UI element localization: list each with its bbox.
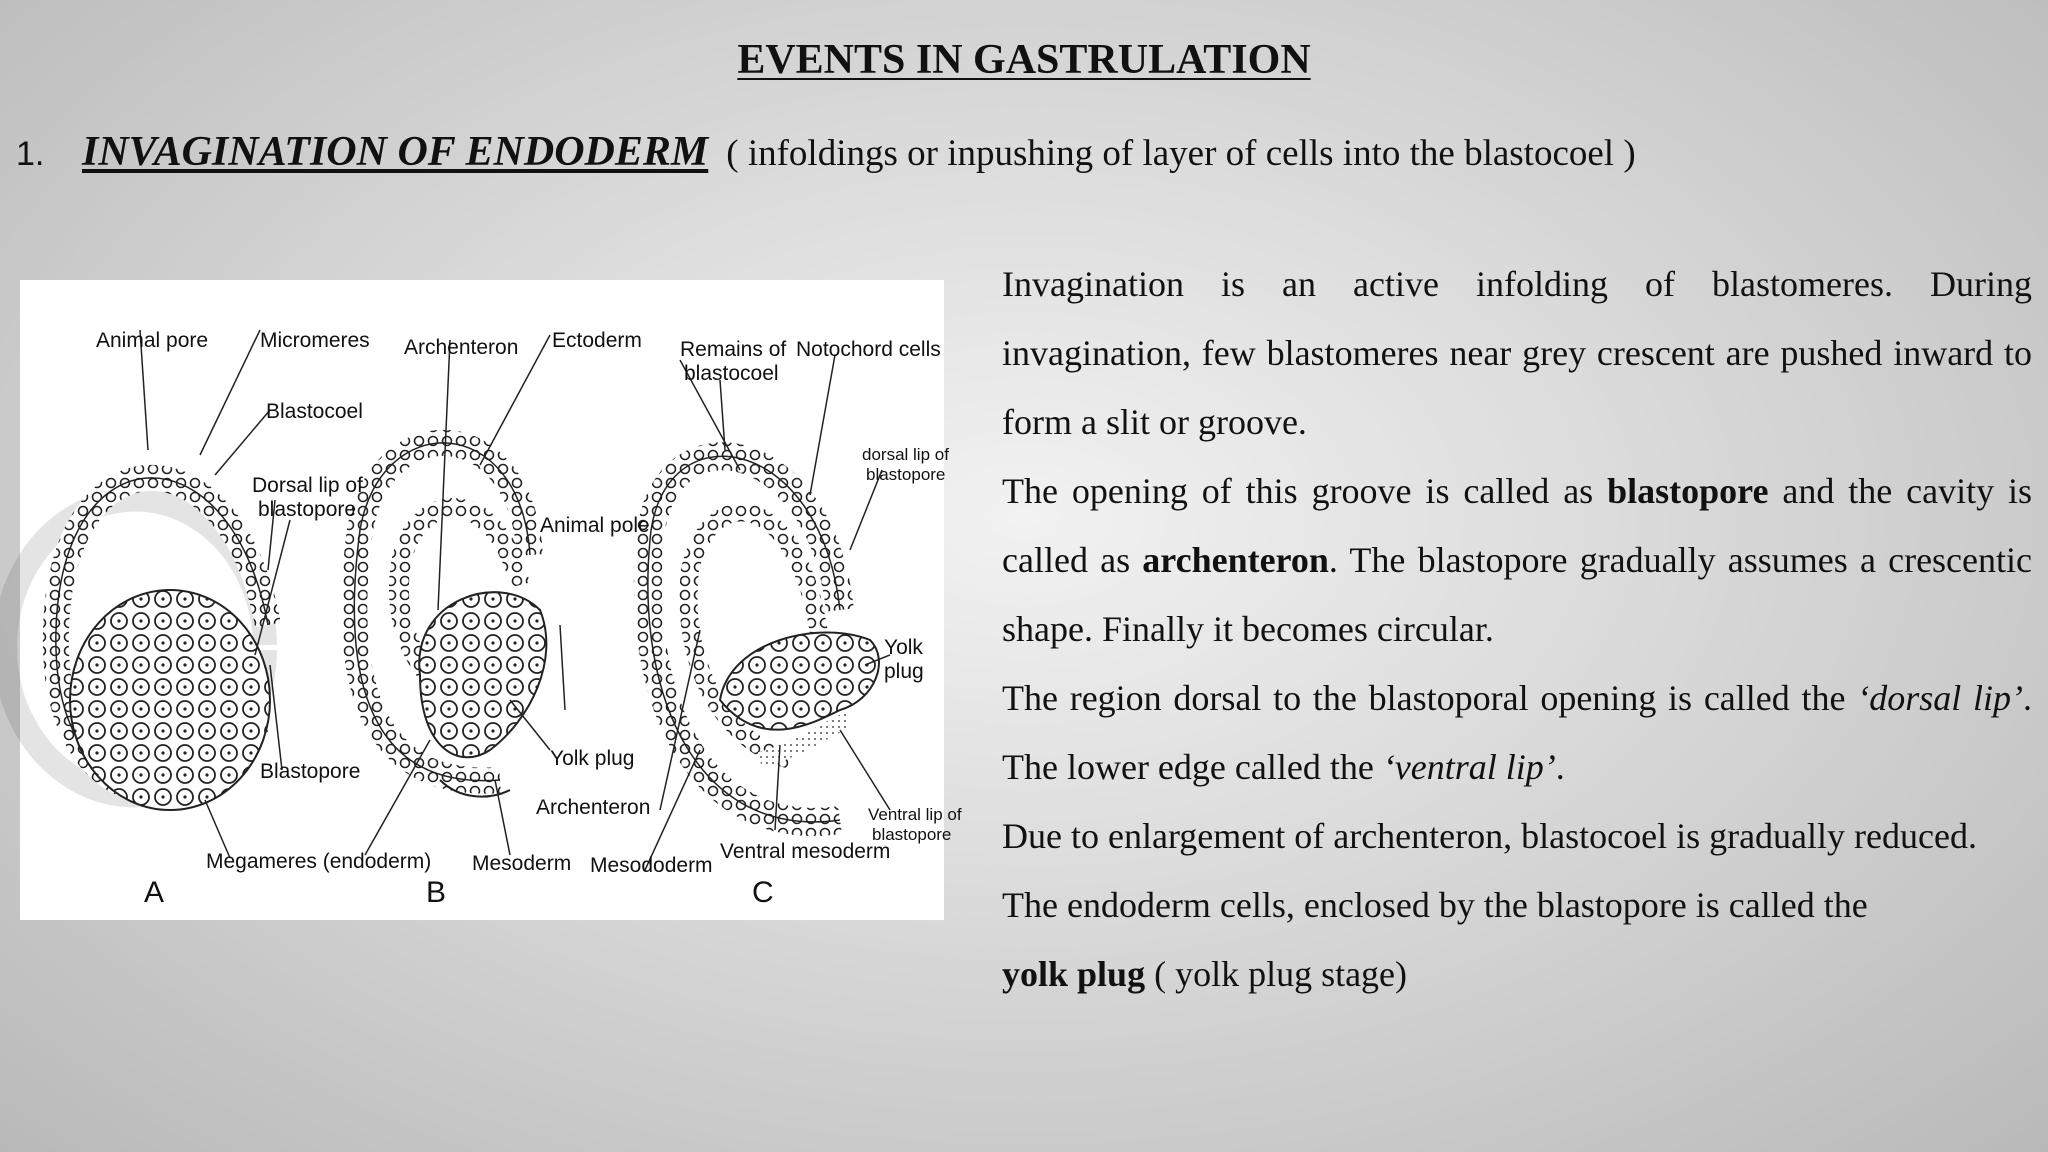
label-ventral-mesoderm: Ventral mesoderm (720, 840, 891, 863)
label-animal-pore: Animal pore (96, 329, 209, 352)
label-archenteron-top: Archenteron (404, 336, 519, 359)
label-blastopore-a: Blastopore (260, 760, 361, 783)
label-dorsal-lip-1: Dorsal lip of (252, 474, 363, 497)
p6-text-b: ( yolk plug stage) (1145, 954, 1408, 994)
term-ventral-lip: ‘ventral lip’ (1382, 747, 1556, 787)
label-ventral-1: Ventral lip of (868, 805, 962, 824)
panel-c-embryo (645, 355, 890, 870)
panel-label-c: C (752, 876, 774, 909)
label-ventral-2: blastopore (872, 825, 952, 844)
section-heading (16, 128, 2026, 176)
paragraph-5: The endoderm cells, enclosed by the blastopore is called the (1002, 885, 1868, 925)
paragraph-2 (1002, 457, 2032, 664)
term-archenteron: archenteron (1142, 540, 1329, 580)
label-micromeres: Micromeres (260, 329, 370, 352)
label-notochord: Notochord cells (796, 338, 941, 361)
label-ectoderm: Ectoderm (552, 329, 642, 352)
paragraph-1: Invagination is an active infolding of blastomeres. During invagination, few blastomeres near grey crescent are pushed inward to form a slit or groove. (1002, 264, 2032, 442)
section-heading-text: INVAGINATION OF ENDODERM (82, 129, 709, 175)
paragraph-6 (1002, 940, 2032, 1009)
p3-text-a: The region dorsal to the blastoporal opening is called the (1002, 678, 1858, 718)
panel-b-embryo (354, 335, 565, 855)
label-yolk-c2: plug (884, 660, 924, 683)
label-blastocoel: Blastocoel (266, 400, 363, 423)
panel-label-b: B (426, 876, 447, 909)
term-dorsal-lip: ‘dorsal lip’ (1857, 678, 2023, 718)
section-number: 1. (16, 135, 45, 173)
body-text (1002, 250, 2032, 1009)
label-mesoderm: Mesoderm (472, 852, 572, 875)
label-remains-1: Remains of (680, 338, 787, 361)
p2-text-a: The opening of this groove is called as (1002, 471, 1608, 511)
p2-text-e: . The blastopore gradually assumes a crescentic shape. Finally it becomes circular. (1002, 540, 2032, 649)
label-yolk-plug-b: Yolk plug (550, 747, 635, 770)
label-archenteron-b: Archenteron (536, 796, 651, 819)
term-blastopore: blastopore (1607, 471, 1769, 511)
label-dorsal-lip-c1: dorsal lip of (862, 445, 949, 464)
term-yolk-plug: yolk plug (1002, 954, 1146, 994)
section-note: ( infoldings or inpushing of layer of cells into the blastocoel ) (726, 133, 1636, 174)
p2-text-c: and the cavity is called as (1002, 471, 2032, 580)
panel-a-embryo (5, 330, 290, 858)
label-remains-2: blastocoel (684, 362, 779, 385)
p3-text-c: . The lower edge called the (1002, 678, 2032, 787)
label-megameres: Megameres (endoderm) (206, 850, 432, 873)
gastrulation-diagram (20, 280, 962, 920)
label-dorsal-lip-2: blastopore (258, 498, 357, 521)
label-dorsal-lip-c2: blastopore (866, 465, 946, 484)
label-yolk-c1: Yolk (884, 636, 923, 659)
paragraph-4: Due to enlargement of archenteron, blastocoel is gradually reduced. (1002, 816, 1977, 856)
label-mesododerm: Mesododerm (590, 854, 713, 877)
label-animal-pole: Animal pole (540, 514, 650, 537)
slide-title: EVENTS IN GASTRULATION (737, 37, 1311, 83)
panel-label-a: A (144, 876, 165, 909)
p3-text-e: . (1555, 747, 1565, 787)
paragraph-3 (1002, 664, 2032, 802)
